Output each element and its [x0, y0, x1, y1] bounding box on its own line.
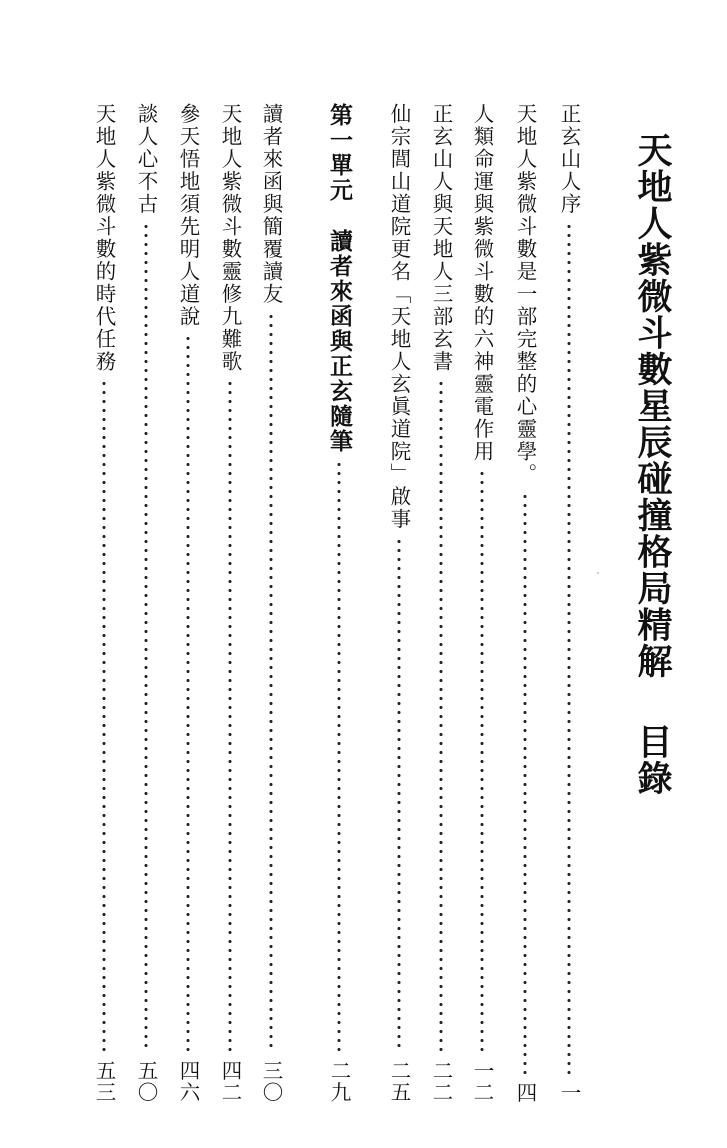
toc-entry-title: 天地人紫微斗數的時代任務 — [92, 103, 116, 373]
toc-entry-title: 參天悟地須先明人道說 — [176, 103, 200, 328]
toc-entry-page: 二九 — [327, 1060, 351, 1103]
toc-entry-page: 四六 — [176, 1060, 200, 1103]
toc-entry-page: 二二 — [429, 1060, 453, 1103]
dot-leader — [552, 222, 586, 1074]
toc-entry-title: 讀者來函與簡覆讀友 — [259, 103, 283, 306]
dot-leader — [254, 312, 288, 1053]
chapter-label: 第一單元 — [326, 103, 352, 203]
dot-leader — [382, 537, 416, 1053]
toc-entry-page: 三〇 — [259, 1060, 283, 1103]
print-speck — [597, 572, 599, 574]
dot-leader — [424, 379, 458, 1052]
toc-entry[interactable] — [552, 103, 586, 1103]
dot-leader — [129, 222, 163, 1053]
toc-entry[interactable] — [213, 103, 247, 1103]
toc-entry[interactable] — [424, 103, 458, 1103]
page-title — [628, 132, 676, 797]
toc-entry-title: 人類命運與紫微斗數的六神靈電作用 — [470, 103, 494, 463]
toc-entry[interactable] — [171, 103, 205, 1103]
toc-entry[interactable] — [254, 103, 288, 1103]
toc-entry-page: 五三 — [92, 1060, 116, 1103]
toc-entry[interactable] — [465, 103, 499, 1103]
toc-entry-title: 仙宗閭山道院更名「天地人玄眞道院」啟事 — [387, 103, 411, 531]
dot-leader — [322, 460, 356, 1052]
toc-entry-page: 四 — [513, 1081, 537, 1103]
toc-entry-title: 天地人紫微斗數是一部完整的心靈學。 — [513, 103, 537, 486]
toc-entry-title: 正玄山人與天地人三部玄書 — [429, 103, 453, 373]
toc-entry-page: 二五 — [387, 1060, 411, 1103]
toc-entry[interactable] — [508, 103, 542, 1103]
toc-entry-title: 正玄山人序 — [557, 103, 581, 216]
book-title: 天地人紫微斗數星辰碰撞格局精解 — [632, 132, 672, 680]
toc-entry-page: 四二 — [218, 1060, 242, 1103]
toc-entry-title: 讀者來函與正玄隨筆 — [326, 229, 352, 454]
toc-chapter-entry[interactable] — [322, 103, 356, 1103]
toc-entry-page: 五〇 — [134, 1060, 158, 1103]
dot-leader — [508, 492, 542, 1074]
toc-entry-title: 談人心不古 — [134, 103, 158, 216]
dot-leader — [171, 334, 205, 1052]
toc-entry[interactable] — [129, 103, 163, 1103]
toc-entry-page: 一 — [557, 1081, 581, 1103]
dot-leader — [213, 379, 247, 1052]
toc-entry-title: 天地人紫微斗數靈修九難歌 — [218, 103, 242, 373]
toc-entry[interactable] — [87, 103, 121, 1103]
toc-entry-page: 一二 — [470, 1060, 494, 1103]
dot-leader — [87, 379, 121, 1052]
toc-entry[interactable] — [382, 103, 416, 1103]
dot-leader — [465, 469, 499, 1052]
toc-heading: 目錄 — [632, 723, 672, 797]
